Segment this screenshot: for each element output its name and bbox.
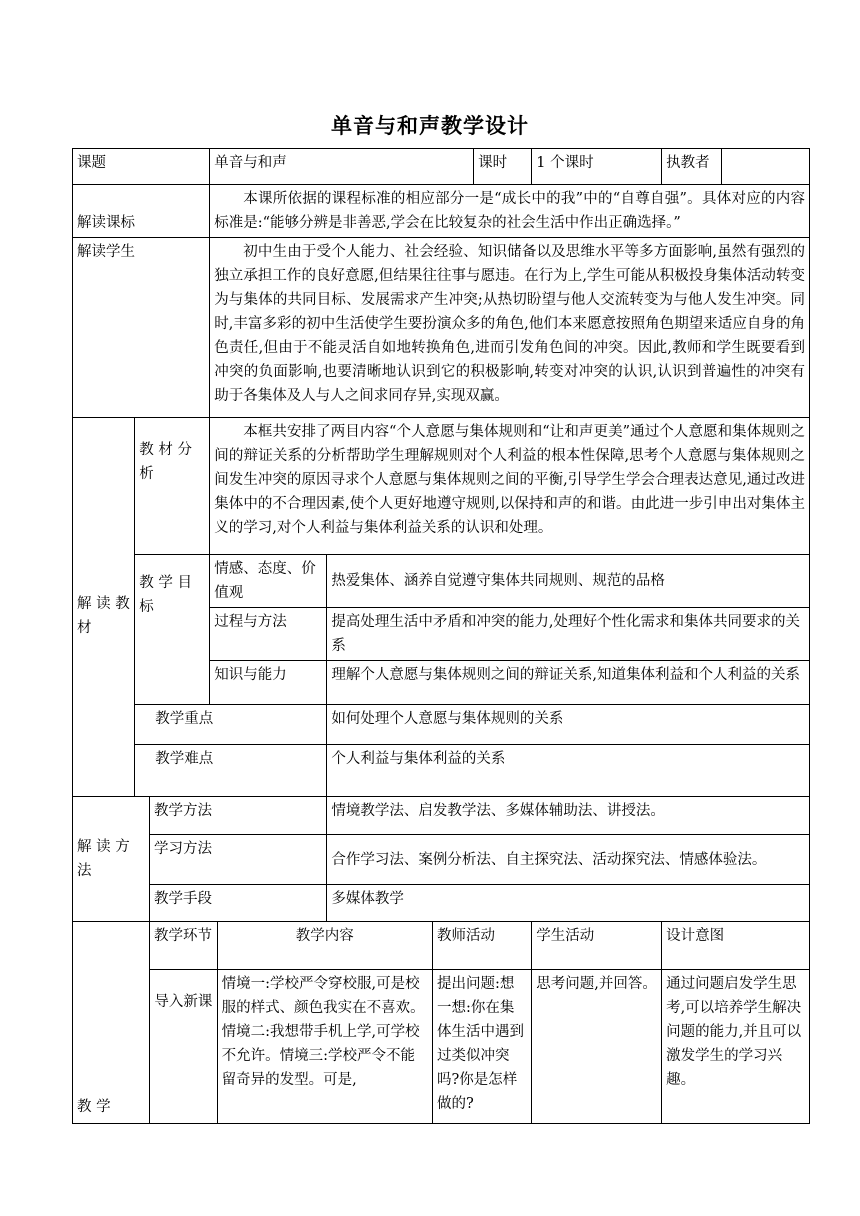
teacher-label: 执教者	[662, 149, 722, 185]
difficulty-label: 教学难点	[135, 745, 327, 797]
period-label: 课时	[474, 149, 532, 185]
teacher-cell: 提出问题:想一想:你在集体生活中遇到过类似冲突吗?你是怎样做的?	[432, 970, 531, 1124]
key-point-row	[73, 705, 810, 745]
period-value: 1 个课时	[532, 149, 662, 185]
difficulty-row	[73, 745, 810, 797]
method-label-3: 教学手段	[150, 885, 327, 922]
difficulty-text: 个人利益与集体利益的关系	[327, 745, 810, 797]
col-student: 学生活动	[532, 922, 662, 970]
method-label-1: 教学方法	[150, 797, 327, 835]
topic-value: 单音与和声	[210, 149, 474, 185]
goals-label: 教 学 目标	[135, 555, 210, 705]
process-header-row	[73, 922, 810, 970]
topic-label: 课题	[73, 149, 210, 185]
method-label-2: 学习方法	[150, 835, 327, 885]
students-text: 初中生由于受个人能力、社会经验、知识储备以及思维水平等多方面影响,虽然有强烈的独立承担工作的良好意愿,但结果往往事与愿违。在行为上,学生可能从积极投身集体活动转变为与集体的共同目标、发展需求产生冲突;从热切盼望与他人交流转变为与他人发生冲突。同时,丰富多彩的初中生活使学生要扮演众多的角色,他们本来愿意按照角色期望来适应自身的角色责任,但由于不能灵活自如地转换角色,进而引发角色间的冲突。因此,教师和学生既要看到冲突的负面影响,也要清晰地认识到它的积极影响,转变对冲突的认识,认识到普遍性的冲突有助于各集体及人与人之间求同存异,实现双赢。	[210, 238, 810, 418]
key-label: 教学重点	[135, 705, 327, 745]
method-row-1	[73, 797, 810, 835]
students-label: 解读学生	[73, 238, 210, 418]
goal-label-2: 过程与方法	[210, 608, 327, 661]
goal-text-3: 理解个人意愿与集体规则之间的辩证关系,知道集体利益和个人利益的关系	[327, 661, 810, 705]
analysis-label: 教 材 分析	[135, 418, 210, 555]
analysis-text: 本框共安排了两目内容“个人意愿与集体规则和“让和声更美”通过个人意愿和集体规则之间的辩证关系的分析帮助学生理解规则对个人利益的根本性保障,思考个人意愿与集体规则之间发生冲突的原因寻求个人意愿与集体规则之间的平衡,引导学生学会合理表达意见,通过改进集体中的不合理因素,使个人更好地遵守规则,以保持和声的和谐。由此进一步引申出对集体主义的学习,对个人利益与集体利益关系的认识和处理。	[210, 418, 810, 555]
method-text-2: 合作学习法、案例分析法、自主探究法、活动探究法、情感体验法。	[327, 835, 810, 885]
process-label: 教 学	[73, 922, 150, 1124]
process-row-1	[73, 970, 810, 1124]
students-row	[73, 238, 810, 418]
method-text-1: 情境教学法、启发教学法、多媒体辅助法、讲授法。	[327, 797, 810, 835]
header-row	[73, 149, 810, 185]
method-row-2	[73, 835, 810, 885]
col-stage: 教学环节	[150, 922, 218, 970]
goal-label-3: 知识与能力	[210, 661, 327, 705]
standards-row	[73, 185, 810, 238]
student-cell: 思考问题,并回答。	[532, 970, 662, 1124]
methods-label: 解 读 方 法	[73, 797, 150, 922]
method-text-3: 多媒体教学	[327, 885, 810, 922]
stage-cell: 导入新课	[150, 970, 218, 1124]
textbook-analysis-row	[73, 418, 810, 555]
lesson-plan-table	[72, 148, 810, 1124]
col-teacher: 教师活动	[432, 922, 531, 970]
intent-cell: 通过问题启发学生思考,可以培养学生解决问题的能力,并且可以激发学生的学习兴趣。	[662, 970, 810, 1124]
content-cell: 情境一:学校严令穿校服,可是校服的样式、颜色我实在不喜欢。情境二:我想带手机上学,可学校不允许。情境三:学校严令不能留奇异的发型。可是,	[217, 970, 432, 1124]
col-intent: 设计意图	[662, 922, 810, 970]
standards-text: 本课所依据的课程标准的相应部分一是“成长中的我”中的“自尊自强”。具体对应的内容标准是:“能够分辨是非善恶,学会在比较复杂的社会生活中作出正确选择。”	[210, 185, 810, 238]
page-title: 单音与和声教学设计	[331, 113, 529, 138]
key-text: 如何处理个人意愿与集体规则的关系	[327, 705, 810, 745]
textbook-label: 解 读 教材	[73, 418, 135, 797]
goal-text-2: 提高处理生活中矛盾和冲突的能力,处理好个性化需求和集体共同要求的关系	[327, 608, 810, 661]
standards-label: 解读课标	[73, 185, 210, 238]
goal-text-1: 热爱集体、涵养自觉遵守集体共同规则、规范的品格	[327, 555, 810, 608]
goal-label-1: 情感、态度、价值观	[210, 555, 327, 608]
goal-row-1	[73, 555, 810, 608]
method-row-3	[73, 885, 810, 922]
col-content: 教学内容	[217, 922, 432, 970]
teacher-value	[722, 149, 810, 185]
